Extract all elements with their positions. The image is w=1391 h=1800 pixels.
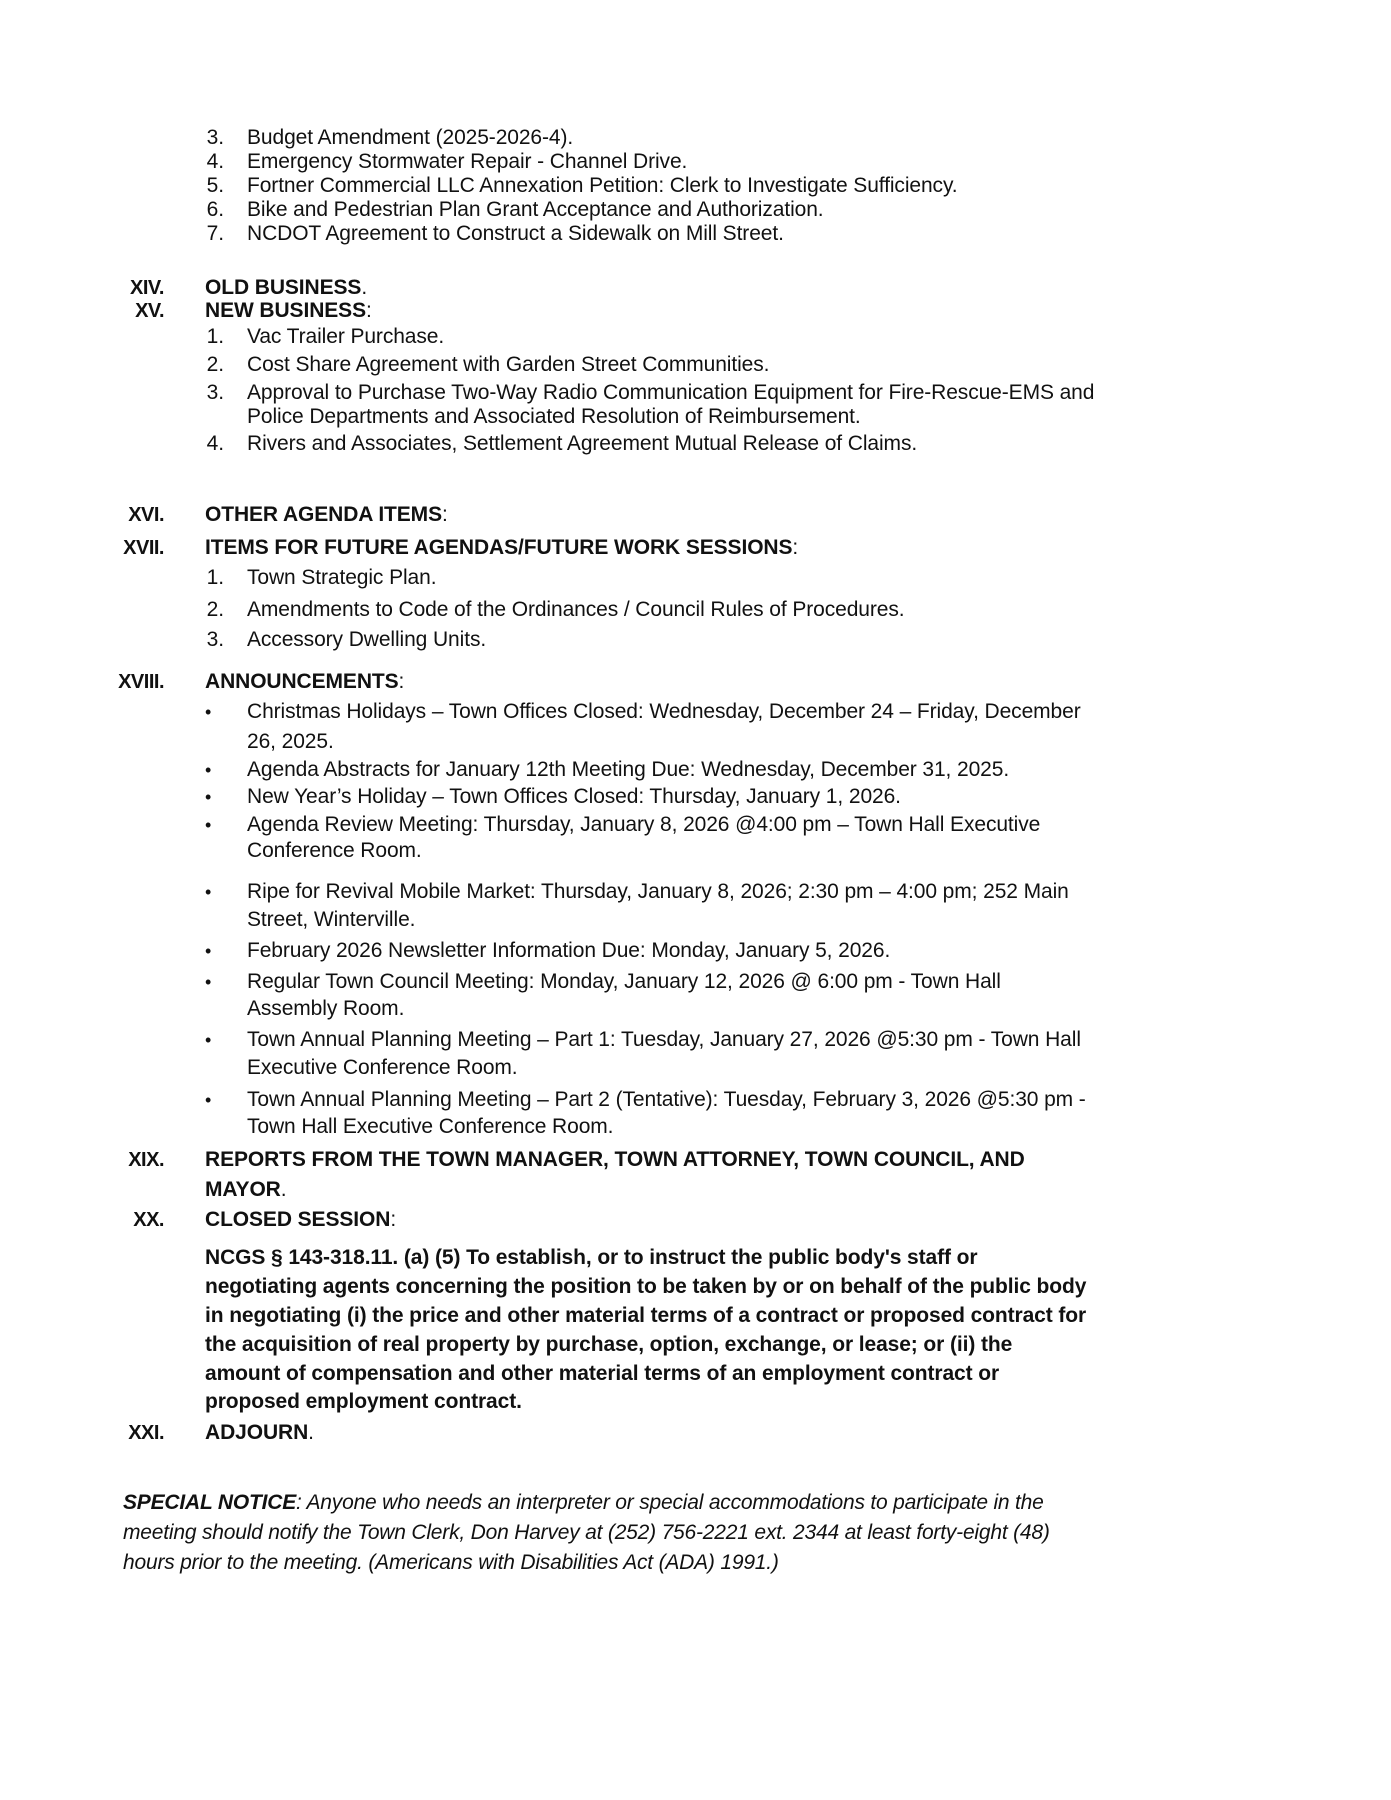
section-heading: NEW BUSINESS: <box>205 299 372 322</box>
announcement-item: Town Annual Planning Meeting – Part 2 (Tentative): Tuesday, February 3, 2026 @5:30 pm - <box>247 1088 1086 1111</box>
announcement-continuation: Town Hall Executive Conference Room. <box>247 1115 614 1138</box>
announcement-item: February 2026 Newsletter Information Due: Monday, January 5, 2026. <box>247 939 891 962</box>
section-heading: ITEMS FOR FUTURE AGENDAS/FUTURE WORK SESSIONS: <box>205 536 799 559</box>
section-heading: ADJOURN. <box>205 1421 314 1444</box>
announcement-item: Ripe for Revival Mobile Market: Thursday, January 8, 2026; 2:30 pm – 4:00 pm; 252 Main <box>247 880 1069 903</box>
section-numeral: XVII. <box>123 537 164 559</box>
section-heading: CLOSED SESSION: <box>205 1208 397 1231</box>
bullet-icon: • <box>205 1090 212 1110</box>
section-numeral: XV. <box>135 300 164 322</box>
announcement-item: Regular Town Council Meeting: Monday, January 12, 2026 @ 6:00 pm - Town Hall <box>247 970 1001 993</box>
announcement-item: Town Annual Planning Meeting – Part 1: Tuesday, January 27, 2026 @5:30 pm - Town Hall <box>247 1028 1081 1051</box>
section-numeral: XIV. <box>130 277 164 299</box>
special-notice-line: hours prior to the meeting. (Americans with Disabilities Act (ADA) 1991.) <box>123 1551 779 1574</box>
statute-text-line: negotiating agents concerning the position to be taken by or on behalf of the public body <box>205 1275 1087 1298</box>
bullet-icon: • <box>205 882 212 902</box>
special-notice-line: SPECIAL NOTICE: Anyone who needs an interpreter or special accommodations to participate in the <box>123 1491 1044 1514</box>
bullet-icon: • <box>205 787 212 807</box>
special-notice-label: SPECIAL NOTICE <box>123 1491 297 1514</box>
bullet-icon: • <box>205 972 212 992</box>
section-numeral: XX. <box>133 1209 164 1231</box>
section-numeral: XVIII. <box>118 671 164 693</box>
announcement-item: Christmas Holidays – Town Offices Closed: Wednesday, December 24 – Friday, December <box>247 700 1081 723</box>
announcement-item: Agenda Review Meeting: Thursday, January 8, 2026 @4:00 pm – Town Hall Executive <box>247 813 1041 836</box>
statute-text-line: amount of compensation and other material terms of an employment contract or <box>205 1362 1000 1385</box>
section-heading-continuation: MAYOR. <box>205 1178 287 1201</box>
bullet-icon: • <box>205 815 212 835</box>
section-numeral: XXI. <box>128 1422 164 1444</box>
section-numeral: XIX. <box>128 1149 164 1171</box>
announcement-continuation: Executive Conference Room. <box>247 1056 518 1079</box>
announcement-item: Agenda Abstracts for January 12th Meeting Due: Wednesday, December 31, 2025. <box>247 758 1010 781</box>
statute-text-line: in negotiating (i) the price and other material terms of a contract or proposed contract for <box>205 1304 1087 1327</box>
announcement-continuation: 26, 2025. <box>247 730 334 753</box>
statute-text-line: proposed employment contract. <box>205 1390 522 1413</box>
list-item-continuation: Police Departments and Associated Resolution of Reimbursement. <box>247 405 861 428</box>
section-numeral: XVI. <box>128 504 164 526</box>
bullet-icon: • <box>205 1030 212 1050</box>
bullet-icon: • <box>205 760 212 780</box>
statute-text-line: NCGS § 143-318.11. (a) (5) To establish, or to instruct the public body's staff or <box>205 1246 978 1269</box>
section-heading: OLD BUSINESS. <box>205 276 368 299</box>
announcement-item: New Year’s Holiday – Town Offices Closed: Thursday, January 1, 2026. <box>247 785 901 808</box>
announcement-continuation: Assembly Room. <box>247 997 405 1020</box>
section-heading: OTHER AGENDA ITEMS: <box>205 503 448 526</box>
statute-text-line: the acquisition of real property by purchase, option, exchange, or lease; or (ii) the <box>205 1333 1013 1356</box>
bullet-icon: • <box>205 941 212 961</box>
bullet-icon: • <box>205 702 212 722</box>
announcement-continuation: Conference Room. <box>247 839 422 862</box>
special-notice-line: meeting should notify the Town Clerk, Don Harvey at (252) 756-2221 ext. 2344 at least forty-eight (48) <box>123 1521 1050 1544</box>
announcement-continuation: Street, Winterville. <box>247 908 416 931</box>
section-heading: ANNOUNCEMENTS: <box>205 670 405 693</box>
special-notice <box>123 1488 1283 1578</box>
section-heading: REPORTS FROM THE TOWN MANAGER, TOWN ATTORNEY, TOWN COUNCIL, AND <box>205 1148 1025 1171</box>
